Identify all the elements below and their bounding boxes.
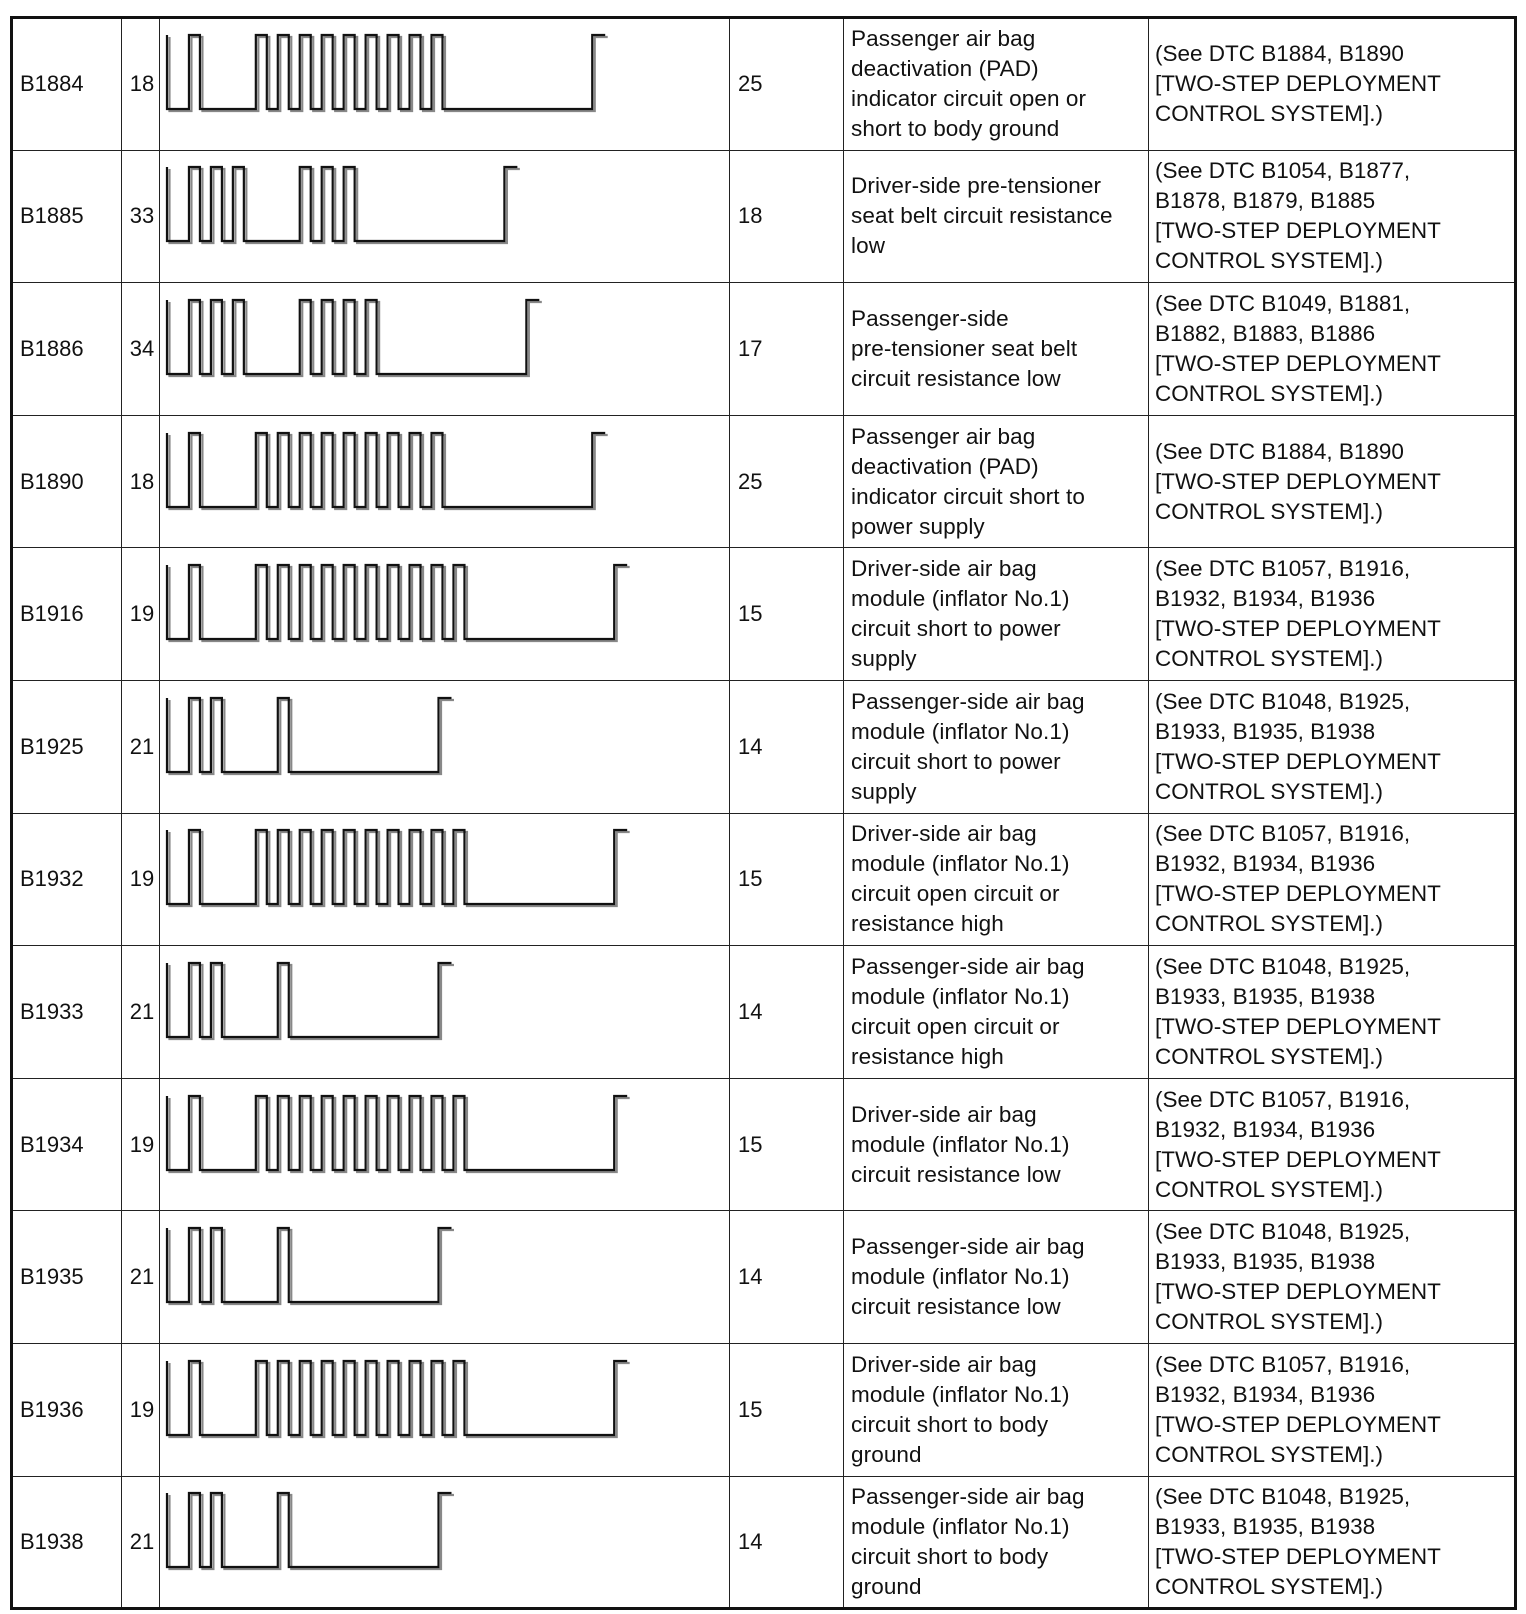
flash-pattern-waveform <box>160 553 729 675</box>
dtc-code-cell: B1934 <box>12 1078 122 1211</box>
waveform-line <box>167 830 627 904</box>
dtc-code-cell: B1884 <box>12 18 122 151</box>
flash-pattern-waveform <box>160 951 729 1073</box>
table-row <box>12 18 1516 151</box>
dtc-code-cell: B1936 <box>12 1343 122 1476</box>
flash-count-cell: 18 <box>122 415 160 548</box>
flash-pattern-cell <box>160 1343 730 1476</box>
description-cell: Passenger-side air bag module (inflator No.1) circuit open circuit or resistance high <box>844 946 1149 1079</box>
time-cell: 17 <box>730 283 844 416</box>
time-cell: 14 <box>730 1476 844 1609</box>
flash-count-cell: 18 <box>122 18 160 151</box>
table-row <box>12 150 1516 283</box>
reference-cell: (See DTC B1048, B1925, B1933, B1935, B1938 [TWO-STEP DEPLOYMENT CONTROL SYSTEM].) <box>1149 680 1516 813</box>
dtc-code-cell: B1938 <box>12 1476 122 1609</box>
flash-count-cell: 19 <box>122 1078 160 1211</box>
flash-pattern-waveform <box>160 23 729 145</box>
flash-count-cell: 33 <box>122 150 160 283</box>
flash-count-cell: 19 <box>122 548 160 681</box>
flash-pattern-cell <box>160 548 730 681</box>
time-cell: 15 <box>730 813 844 946</box>
table-row <box>12 946 1516 1079</box>
reference-cell: (See DTC B1884, B1890 [TWO-STEP DEPLOYMENT CONTROL SYSTEM].) <box>1149 415 1516 548</box>
dtc-code-cell: B1925 <box>12 680 122 813</box>
waveform-line <box>167 1096 627 1170</box>
flash-pattern-cell <box>160 150 730 283</box>
waveform-line <box>167 300 539 374</box>
waveform-shadow <box>169 1495 454 1569</box>
flash-count-cell: 19 <box>122 1343 160 1476</box>
dtc-flash-pattern-table <box>10 16 1517 1610</box>
flash-pattern-cell <box>160 1476 730 1609</box>
time-cell: 18 <box>730 150 844 283</box>
description-cell: Passenger air bag deactivation (PAD) indicator circuit short to power supply <box>844 415 1149 548</box>
time-cell: 14 <box>730 1211 844 1344</box>
dtc-code-cell: B1886 <box>12 283 122 416</box>
flash-pattern-cell <box>160 283 730 416</box>
dtc-code-cell: B1885 <box>12 150 122 283</box>
flash-pattern-cell <box>160 813 730 946</box>
dtc-code-cell: B1890 <box>12 415 122 548</box>
waveform-line <box>167 1493 452 1567</box>
waveform-line <box>167 698 452 772</box>
flash-count-cell: 21 <box>122 680 160 813</box>
description-cell: Passenger-side pre-tensioner seat belt circuit resistance low <box>844 283 1149 416</box>
time-cell: 25 <box>730 18 844 151</box>
reference-cell: (See DTC B1049, B1881, B1882, B1883, B1886 [TWO-STEP DEPLOYMENT CONTROL SYSTEM].) <box>1149 283 1516 416</box>
dtc-code-cell: B1933 <box>12 946 122 1079</box>
reference-cell: (See DTC B1057, B1916, B1932, B1934, B1936 [TWO-STEP DEPLOYMENT CONTROL SYSTEM].) <box>1149 813 1516 946</box>
table-row <box>12 283 1516 416</box>
description-cell: Driver-side pre-tensioner seat belt circuit resistance low <box>844 150 1149 283</box>
flash-count-cell: 21 <box>122 946 160 1079</box>
flash-pattern-cell <box>160 1211 730 1344</box>
flash-pattern-waveform <box>160 421 729 543</box>
flash-count-cell: 21 <box>122 1211 160 1344</box>
time-cell: 25 <box>730 415 844 548</box>
description-cell: Passenger air bag deactivation (PAD) indicator circuit open or short to body ground <box>844 18 1149 151</box>
waveform-line <box>167 35 605 109</box>
description-cell: Passenger-side air bag module (inflator No.1) circuit short to power supply <box>844 680 1149 813</box>
waveform-shadow <box>169 700 454 774</box>
time-cell: 14 <box>730 680 844 813</box>
table-row <box>12 1078 1516 1211</box>
flash-pattern-cell <box>160 1078 730 1211</box>
waveform-line <box>167 1361 627 1435</box>
time-cell: 15 <box>730 1078 844 1211</box>
reference-cell: (See DTC B1057, B1916, B1932, B1934, B1936 [TWO-STEP DEPLOYMENT CONTROL SYSTEM].) <box>1149 548 1516 681</box>
waveform-line <box>167 963 452 1037</box>
table-row <box>12 1343 1516 1476</box>
dtc-code-cell: B1932 <box>12 813 122 946</box>
table-row <box>12 1476 1516 1609</box>
reference-cell: (See DTC B1048, B1925, B1933, B1935, B1938 [TWO-STEP DEPLOYMENT CONTROL SYSTEM].) <box>1149 946 1516 1079</box>
flash-pattern-waveform <box>160 1216 729 1338</box>
time-cell: 14 <box>730 946 844 1079</box>
dtc-code-cell: B1935 <box>12 1211 122 1344</box>
time-cell: 15 <box>730 1343 844 1476</box>
flash-pattern-waveform <box>160 686 729 808</box>
waveform-line <box>167 565 627 639</box>
dtc-code-cell: B1916 <box>12 548 122 681</box>
waveform-shadow <box>169 965 454 1039</box>
flash-pattern-waveform <box>160 1084 729 1206</box>
flash-count-cell: 19 <box>122 813 160 946</box>
flash-pattern-waveform <box>160 155 729 277</box>
flash-count-cell: 21 <box>122 1476 160 1609</box>
reference-cell: (See DTC B1057, B1916, B1932, B1934, B1936 [TWO-STEP DEPLOYMENT CONTROL SYSTEM].) <box>1149 1343 1516 1476</box>
waveform-line <box>167 1228 452 1302</box>
description-cell: Driver-side air bag module (inflator No.1) circuit short to power supply <box>844 548 1149 681</box>
waveform-line <box>167 433 605 507</box>
table-row <box>12 813 1516 946</box>
reference-cell: (See DTC B1057, B1916, B1932, B1934, B1936 [TWO-STEP DEPLOYMENT CONTROL SYSTEM].) <box>1149 1078 1516 1211</box>
flash-pattern-waveform <box>160 1481 729 1603</box>
table-row <box>12 680 1516 813</box>
table-row <box>12 415 1516 548</box>
reference-cell: (See DTC B1884, B1890 [TWO-STEP DEPLOYMENT CONTROL SYSTEM].) <box>1149 18 1516 151</box>
table-row <box>12 548 1516 681</box>
description-cell: Passenger-side air bag module (inflator No.1) circuit short to body ground <box>844 1476 1149 1609</box>
flash-pattern-cell <box>160 946 730 1079</box>
description-cell: Driver-side air bag module (inflator No.1) circuit resistance low <box>844 1078 1149 1211</box>
reference-cell: (See DTC B1048, B1925, B1933, B1935, B1938 [TWO-STEP DEPLOYMENT CONTROL SYSTEM].) <box>1149 1476 1516 1609</box>
flash-pattern-waveform <box>160 288 729 410</box>
description-cell: Passenger-side air bag module (inflator No.1) circuit resistance low <box>844 1211 1149 1344</box>
description-cell: Driver-side air bag module (inflator No.1) circuit open circuit or resistance high <box>844 813 1149 946</box>
waveform-line <box>167 167 517 241</box>
flash-count-cell: 34 <box>122 283 160 416</box>
description-cell: Driver-side air bag module (inflator No.1) circuit short to body ground <box>844 1343 1149 1476</box>
waveform-shadow <box>169 1230 454 1304</box>
reference-cell: (See DTC B1048, B1925, B1933, B1935, B1938 [TWO-STEP DEPLOYMENT CONTROL SYSTEM].) <box>1149 1211 1516 1344</box>
flash-pattern-cell <box>160 680 730 813</box>
reference-cell: (See DTC B1054, B1877, B1878, B1879, B1885 [TWO-STEP DEPLOYMENT CONTROL SYSTEM].) <box>1149 150 1516 283</box>
flash-pattern-cell <box>160 415 730 548</box>
flash-pattern-waveform <box>160 1349 729 1471</box>
flash-pattern-cell <box>160 18 730 151</box>
flash-pattern-waveform <box>160 818 729 940</box>
time-cell: 15 <box>730 548 844 681</box>
table-row <box>12 1211 1516 1344</box>
